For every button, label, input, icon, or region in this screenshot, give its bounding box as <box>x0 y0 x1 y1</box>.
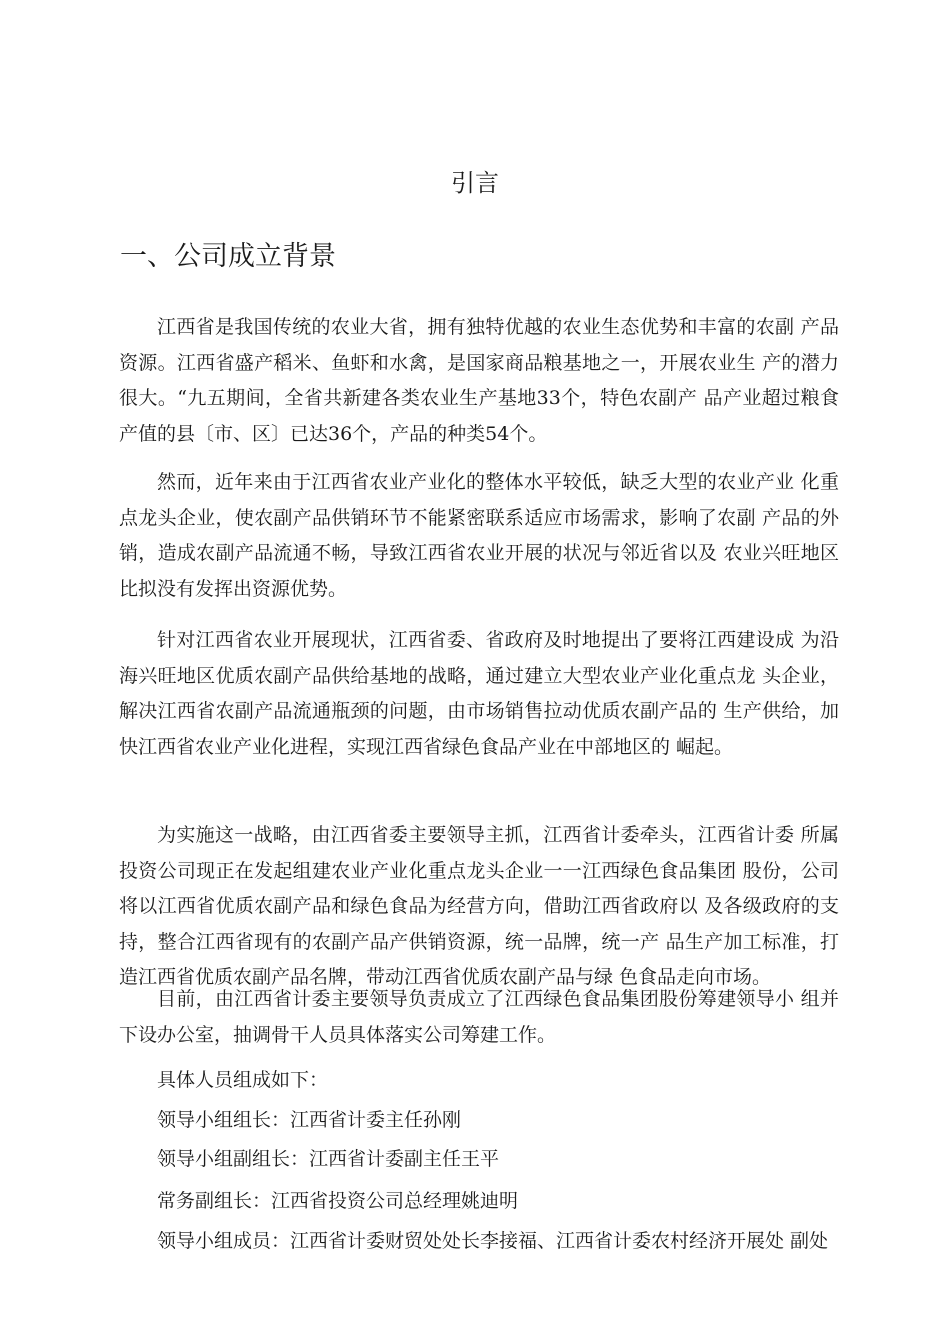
paragraph-3: 针对江西省农业开展现状，江西省委、省政府及时地提出了要将江西建设成 为沿海兴旺地区优质农副产品供给基地的战略，通过建立大型农业产业化重点龙 头企业，解决江西省农副产品流通瓶颈的问题，由市场销售拉动优质农副产品的 生产供给，加快江西省农业产业化进程，实现江西省绿色食品产业在中部地区的 崛起。 <box>119 629 839 758</box>
paragraph-4: 为实施这一战略，由江西省委主要领导主抓，江西省计委牵头，江西省计委 所属投资公司现正在发起组建农业产业化重点龙头企业一一江西绿色食品集团 股份，公司将以江西省优质农副产品和绿色食品为经营方向，借助江西省政府以 及各级政府的支持，整合江西省现有的农副产品产供销资源，统一品牌，统一产 品生产加工标准，打造江西省优质农副产品名牌，带动江西省优质农副产品与绿 色食品走向市场。 <box>119 824 839 989</box>
staff-intro: 具体人员组成如下： <box>157 1069 329 1091</box>
page-title: 引言 <box>451 169 499 197</box>
paragraph-1: 江西省是我国传统的农业大省，拥有独特优越的农业生态优势和丰富的农副 产品资源。江西省盛产稻米、鱼虾和水禽，是国家商品粮基地之一，开展农业生 产的潜力很大。“九五期间，全省共新建各类农业生产基地33个，特色农副产 品产业超过粮食产值的县〔市、区〕已达36个，产品的种类54个。 <box>119 316 839 445</box>
section-heading: 一、公司成立背景 <box>120 241 336 272</box>
paragraph-5: 目前，由江西省计委主要领导负责成立了江西绿色食品集团股份筹建领导小 组并下设办公室，抽调骨干人员具体落实公司筹建工作。 <box>119 988 839 1046</box>
paragraph-2: 然而，近年来由于江西省农业产业化的整体水平较低，缺乏大型的农业产业 化重点龙头企业，使农副产品供销环节不能紧密联系适应市场需求，影响了农副 产品的外销，造成农副产品流通不畅，导致江西省农业开展的状况与邻近省以及 农业兴旺地区比拟没有发挥出资源优势。 <box>119 471 839 600</box>
staff-line-deputy: 领导小组副组长：江西省计委副主任王平 <box>157 1148 500 1170</box>
staff-line-executive-deputy: 常务副组长：江西省投资公司总经理姚迪明 <box>157 1190 519 1212</box>
staff-line-leader: 领导小组组长：江西省计委主任孙刚 <box>157 1109 462 1131</box>
staff-line-members: 领导小组成员：江西省计委财贸处处长李接福、江西省计委农村经济开展处 副处 <box>157 1230 829 1252</box>
